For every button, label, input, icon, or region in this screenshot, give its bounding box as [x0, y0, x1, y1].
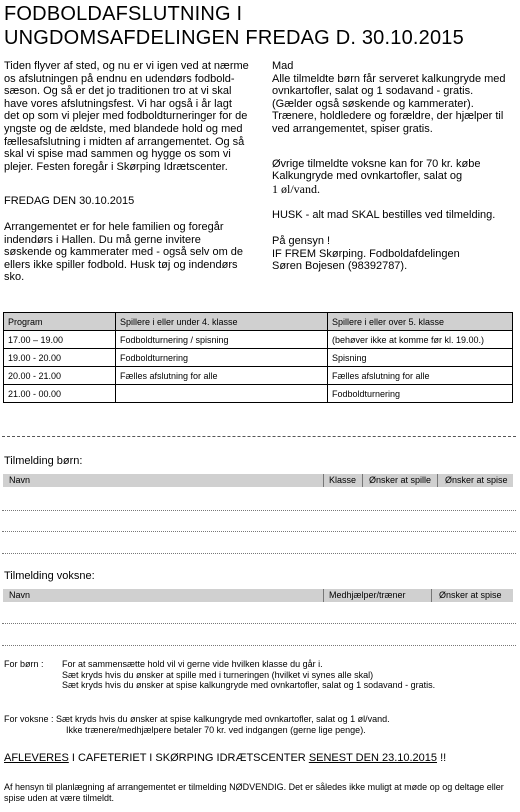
adults-col-eat: Ønsker at spise [439, 590, 502, 600]
children-col-class: Klasse [329, 475, 357, 485]
intro-paragraph: Tiden flyver af sted, og nu er vi igen ved at nærme os afslutningen på endnu en udendørs fodbold-sæson. Og så er det jo traditionen tro at vi skal have vores afslutningsfest. Vi har også i år lagt det op som vi plejer med fodboldturneringer for de yngste og de ældste, med blandede hold og med fællesafslutning i midten af arrangementet. Og så skal vi spise mad sammen og hygge os som vi plejer. Festen foregår i Skørping Idrætscenter. [4, 60, 249, 173]
program-cell [116, 385, 328, 403]
husk-note: HUSK - alt mad SKAL bestilles ved tilmelding. [272, 209, 496, 222]
family-paragraph: Arrangementet er for hele familien og foregår indendørs i Hallen. Du må gerne invitere søskende og kammerater med - også selv om de ellers ikke spiller fodbold. Husk tøj og indendørs sko. [4, 220, 244, 284]
program-table [3, 312, 513, 403]
program-cell: (behøver ikke at komme før kl. 19.00.) [328, 331, 513, 349]
deadline-afleveres: AFLEVERES [4, 752, 69, 764]
adults-entry-line[interactable] [2, 623, 516, 624]
for-born-line: For at sammensætte hold vil vi gerne vide hvilken klasse du går i. [62, 659, 323, 669]
program-header-cell: Spillere i eller over 5. klasse [328, 313, 513, 331]
program-cell: 21.00 - 00.00 [4, 385, 116, 403]
final-note: Af hensyn til planlægning af arrangementet er tilmelding NØDVENDIG. Det er således ikke muligt at møde op og deltage eller spise uden at være tilmeldt. [4, 782, 504, 803]
program-row [4, 331, 513, 349]
children-header [3, 474, 513, 487]
page-title [4, 2, 464, 50]
children-entry-line[interactable] [2, 510, 516, 511]
for-born-line: Sæt kryds hvis du ønsker at spille med i turneringen (hvilket vi synes alle skal) [62, 669, 374, 680]
program-cell: Fodboldturnering [328, 385, 513, 403]
adults-title: Tilmelding voksne: [4, 570, 95, 582]
program-header-cell: Spillere i eller under 4. klasse [116, 313, 328, 331]
adult-food-paragraph [272, 158, 512, 197]
children-entry-line[interactable] [2, 553, 516, 554]
adults-col-name: Navn [9, 590, 31, 600]
food-heading: Mad [272, 60, 294, 72]
left-column [4, 60, 250, 284]
for-voksne-line-2: Ikke trænere/medhjælpere betaler 70 kr. ved indgangen (gerne lige penge). [66, 724, 366, 735]
adults-col-helper: Medhjælper/træner [329, 590, 406, 600]
program-row [4, 385, 513, 403]
contact: Søren Bojesen (98392787). [272, 260, 408, 273]
program-cell: Fodboldturnering [116, 349, 328, 367]
program-row [4, 349, 513, 367]
program-header-row [4, 313, 513, 331]
deadline-location: I CAFETERIET I SKØRPING IDRÆTSCENTER [68, 752, 309, 764]
program-cell: 17.00 – 19.00 [4, 331, 116, 349]
children-title: Tilmelding børn: [4, 455, 83, 467]
adults-header [3, 589, 513, 602]
for-born-label: For børn : [4, 659, 44, 669]
program-row [4, 367, 513, 385]
right-column [272, 60, 512, 273]
deadline-exclaim: !! [437, 752, 447, 764]
children-col-play: Ønsker at spille [369, 475, 432, 485]
children-entry-line[interactable] [2, 531, 516, 532]
children-col-name: Navn [9, 475, 31, 485]
sender: IF FREM Skørping. Fodboldafdelingen [272, 247, 460, 260]
program-cell: Fodboldturnering / spisning [116, 331, 328, 349]
for-born-line: Sæt kryds hvis du ønsker at spise kalkungryde med ovnkartofler, salat og 1 sodavand - gratis. [62, 680, 436, 690]
program-cell: 19.00 - 20.00 [4, 349, 116, 367]
food-paragraph: Alle tilmeldte børn får serveret kalkungryde med ovnkartofler, salat og 1 sodavand - gratis. (Gælder også søskende og kammerater). Trænere, holdledere og forældre, der hjælper til ved arrangementet, spiser gratis. [272, 72, 506, 135]
program-cell: Fælles afslutning for alle [116, 367, 328, 385]
for-voksne-notes [4, 714, 516, 735]
title-line-2: UNGDOMSAFDELINGEN FREDAG D. 30.10.2015 [4, 27, 464, 49]
cut-line [2, 436, 516, 437]
program-cell: Fælles afslutning for alle [328, 367, 513, 385]
adult-food-text: Øvrige tilmeldte voksne kan for 70 kr. købe Kalkungryde med ovnkartofler, salat og [272, 157, 481, 183]
children-col-eat: Ønsker at spise [445, 475, 508, 485]
program-cell: 20.00 - 21.00 [4, 367, 116, 385]
adults-entry-line[interactable] [2, 645, 516, 646]
greeting: På gensyn ! [272, 234, 331, 247]
adult-food-tail: 1 øl/vand. [272, 181, 320, 196]
for-voksne-line-1: For voksne : Sæt kryds hvis du ønsker at spise kalkungryde med ovnkartofler, salat og 1 øl/vand. [4, 714, 390, 724]
date-heading: FREDAG DEN 30.10.2015 [4, 195, 135, 208]
program-cell: Spisning [328, 349, 513, 367]
for-born-notes [62, 659, 514, 691]
deadline-notice [4, 752, 446, 764]
program-header-cell: Program [4, 313, 116, 331]
deadline-date: SENEST DEN 23.10.2015 [308, 752, 438, 764]
title-line-1: FODBOLDAFSLUTNING I [4, 3, 243, 25]
